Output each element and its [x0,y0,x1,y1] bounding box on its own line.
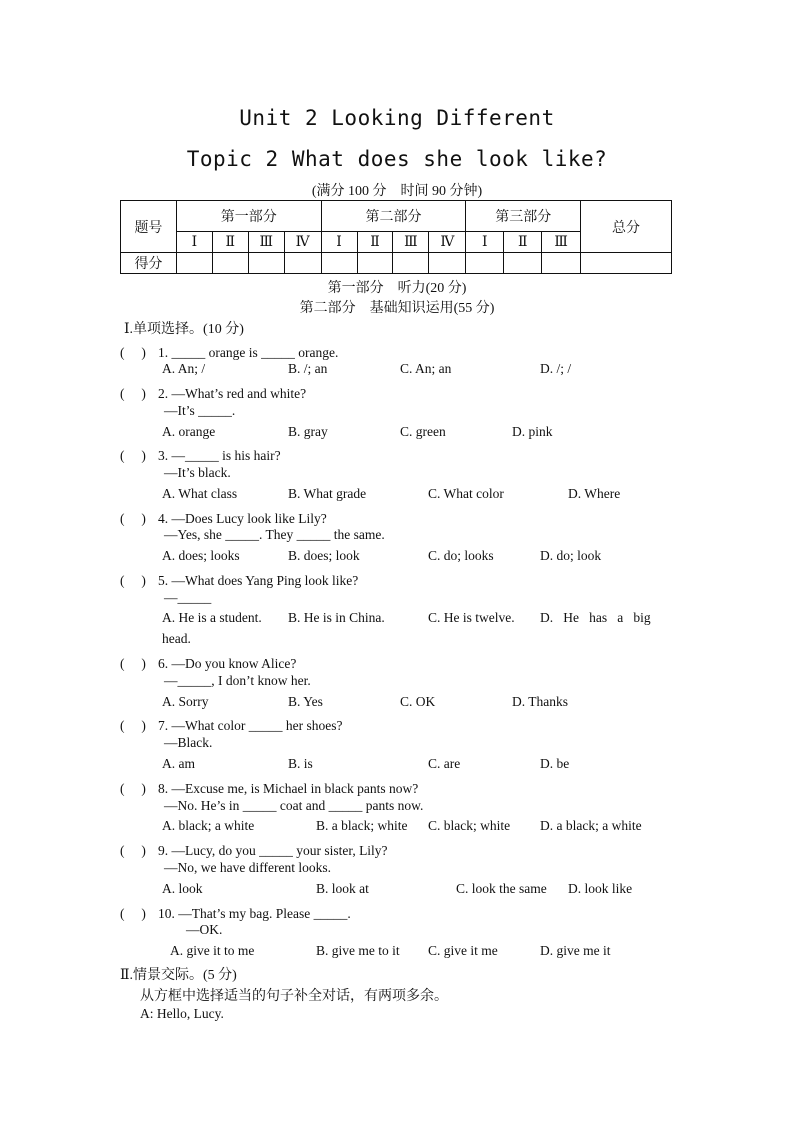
option-d: D. Thanks [512,694,568,709]
question-text: 3. —_____ is his hair? [158,448,281,463]
score-cell[interactable] [466,253,504,274]
option-c: C. An; an [400,361,452,376]
question-response: —It’s black. [164,465,231,480]
score-cell[interactable] [393,253,429,274]
option-a: A. give it to me [170,943,255,958]
answer-blank[interactable]: ( ) [120,718,146,733]
table-col-part2-i: Ⅰ [321,232,357,253]
option-c: C. black; white [428,818,511,833]
dialog-line-1: A: Hello, Lucy. [140,1006,224,1021]
option-d: D. pink [512,424,553,439]
question-response: —It’s _____. [164,403,236,418]
table-col-part3-iii: Ⅲ [542,232,581,253]
option-d: D. Where [568,486,621,501]
question-6 [120,652,296,672]
question-text: 2. —What’s red and white? [158,386,307,401]
answer-blank[interactable]: ( ) [120,906,146,921]
option-b: B. He is in China. [288,610,385,625]
option-d: D. give me it [540,943,611,958]
table-col-part2-iii: Ⅲ [393,232,429,253]
document-subtitle-topic: Topic 2 What does she look like? [186,147,608,171]
question-response: —_____ [164,590,212,605]
option-b: B. gray [288,424,328,439]
table-header-part2: 第二部分 [321,201,466,232]
section1-heading: Ⅰ.单项选择。(10 分) [124,322,244,337]
question-3 [120,444,281,464]
answer-blank[interactable]: ( ) [120,843,146,858]
question-text: 7. —What color _____ her shoes? [158,718,343,733]
table-col-part1-iii: Ⅲ [248,232,284,253]
table-col-part1-ii: Ⅱ [212,232,248,253]
question-9 [120,839,388,859]
question-text: 9. —Lucy, do you _____ your sister, Lily? [158,843,388,858]
option-a: A. Sorry [162,694,209,709]
table-col-part3-ii: Ⅱ [504,232,542,253]
table-col-part2-iv: Ⅳ [429,232,466,253]
table-col-part2-ii: Ⅱ [357,232,393,253]
table-row-label-score: 得分 [121,253,177,274]
question-2 [120,382,306,402]
option-c: C. What color [428,486,504,501]
question-4 [120,507,327,527]
question-5 [120,569,358,589]
question-text: 10. —That’s my bag. Please _____. [158,906,351,921]
answer-blank[interactable]: ( ) [120,345,146,360]
option-a: A. does; looks [162,548,240,563]
table-header-part3: 第三部分 [466,201,581,232]
score-cell[interactable] [248,253,284,274]
score-cell[interactable] [429,253,466,274]
question-text: 4. —Does Lucy look like Lily? [158,511,327,526]
answer-blank[interactable]: ( ) [120,573,146,588]
option-c: C. He is twelve. [428,610,515,625]
score-cell[interactable] [284,253,321,274]
question-response: —Black. [164,735,213,750]
question-response: —Yes, she _____. They _____ the same. [164,527,385,542]
question-8 [120,777,418,797]
answer-blank[interactable]: ( ) [120,781,146,796]
option-c: C. do; looks [428,548,494,563]
section2-instruction: 从方框中选择适当的句子补全对话，有两项多余。 [140,989,448,1004]
score-cell[interactable] [321,253,357,274]
score-time-info: (满分 100 分 时间 90 分钟) [311,184,483,199]
option-a: A. orange [162,424,216,439]
question-10 [120,902,351,922]
question-7 [120,714,342,734]
option-a: A. He is a student. [162,610,262,625]
score-table [120,200,672,274]
part2-heading: 第二部分 基础知识运用(55 分) [299,301,495,316]
answer-blank[interactable]: ( ) [120,448,146,463]
score-cell[interactable] [504,253,542,274]
option-a: A. An; / [162,361,206,376]
score-cell[interactable] [176,253,212,274]
answer-blank[interactable]: ( ) [120,656,146,671]
document-title: Unit 2 Looking Different [239,106,555,130]
option-b: B. look at [316,881,369,896]
option-d: D. /; / [540,361,572,376]
option-b: B. Yes [288,694,323,709]
table-col-part3-i: Ⅰ [466,232,504,253]
option-c: C. green [400,424,446,439]
option-d: D. be [540,756,570,771]
table-col-part1-iv: Ⅳ [284,232,321,253]
question-1 [120,341,338,361]
option-b: B. does; look [288,548,360,563]
answer-blank[interactable]: ( ) [120,511,146,526]
question-response: —No. He’s in _____ coat and _____ pants now. [164,798,424,813]
question-response: —No, we have different looks. [164,860,331,875]
option-b: B. give me to it [316,943,400,958]
option-d: D. do; look [540,548,602,563]
table-header-part1: 第一部分 [176,201,321,232]
option-c: C. give it me [428,943,498,958]
table-header-question-number: 题号 [121,201,177,253]
question-text: 5. —What does Yang Ping look like? [158,573,359,588]
option-c: C. OK [400,694,436,709]
option-a: A. What class [162,486,238,501]
option-b: B. a black; white [316,818,408,833]
option-d: D. He has a big [540,610,651,625]
table-header-total: 总分 [581,201,672,253]
table-col-part1-i: Ⅰ [176,232,212,253]
question-text: 1. _____ orange is _____ orange. [158,345,339,360]
score-cell[interactable] [212,253,248,274]
question-response: —_____, I don’t know her. [164,673,311,688]
section2-heading: Ⅱ.情景交际。(5 分) [120,968,237,983]
option-a: A. am [162,756,195,771]
question-response: —OK. [186,922,223,937]
part1-heading: 第一部分 听力(20 分) [327,281,467,296]
answer-blank[interactable]: ( ) [120,386,146,401]
option-c: C. look the same [456,881,547,896]
option-b: B. is [288,756,313,771]
option-a: A. black; a white [162,818,255,833]
option-c: C. are [428,756,461,771]
option-d: D. a black; a white [540,818,642,833]
score-cell[interactable] [542,253,581,274]
option-d: D. look like [568,881,633,896]
option-b: B. /; an [288,361,328,376]
option-a: A. look [162,881,203,896]
score-cell-total[interactable] [581,253,672,274]
option-d-continued: head. [162,631,191,646]
option-b: B. What grade [288,486,367,501]
question-text: 8. —Excuse me, is Michael in black pants now? [158,781,419,796]
score-cell[interactable] [357,253,393,274]
question-text: 6. —Do you know Alice? [158,656,297,671]
